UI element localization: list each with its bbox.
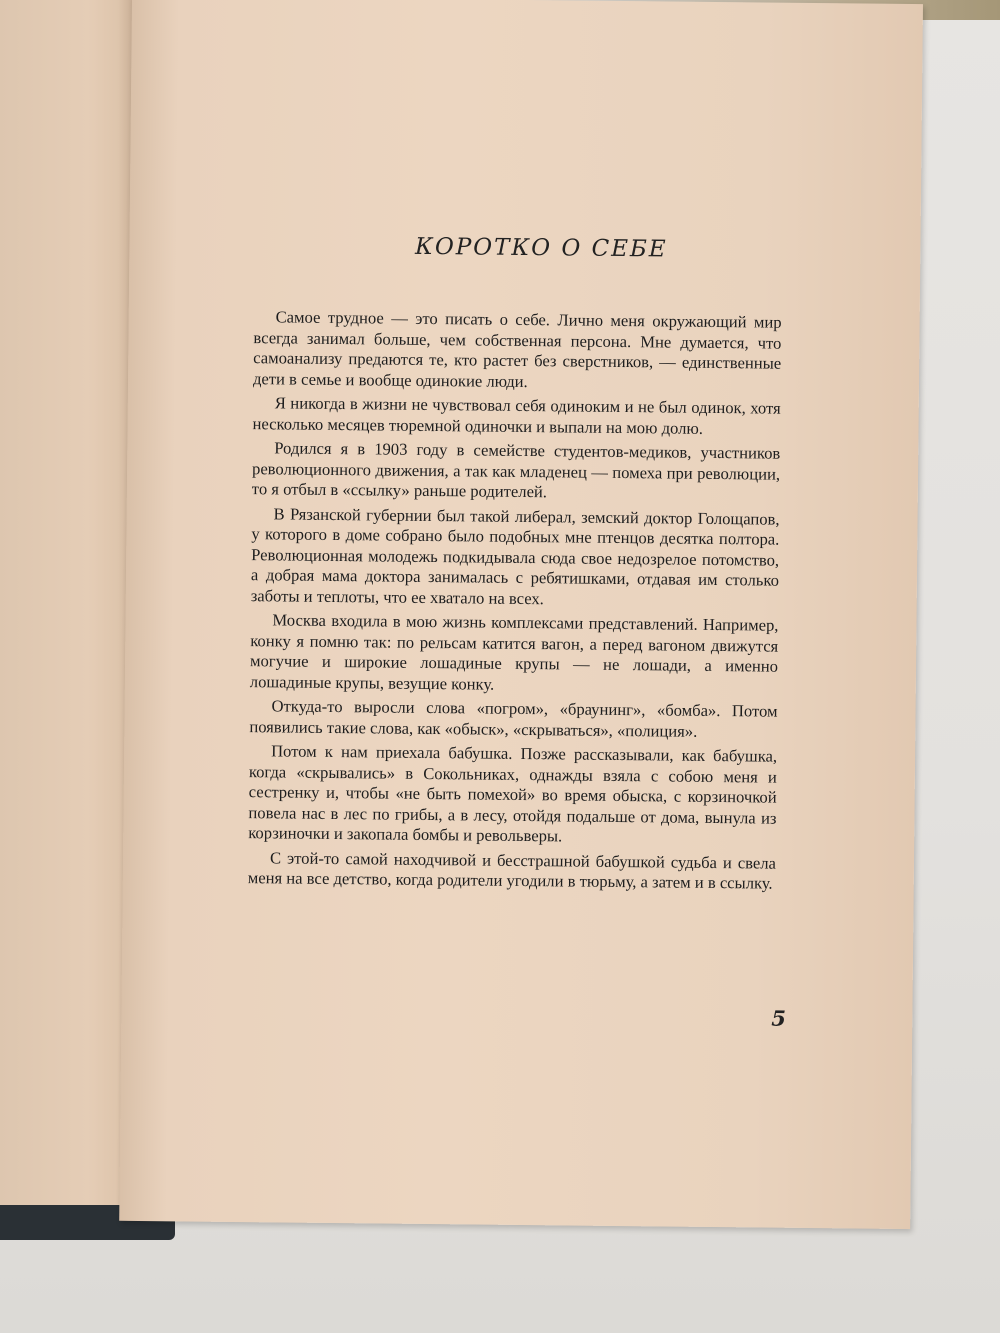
paragraph: С этой-то самой находчивой и бесстрашной бабушкой судьба и свела меня на все детство, когда родители угодили в тюрьму, а затем и в ссылку. [247, 847, 777, 893]
right-page [119, 0, 923, 1229]
paragraph: Потом к нам приехала бабушка. Позже рассказывали, как бабушка, когда «скрывались» в Сокольниках, однажды взяла с собою меня и сестренку и, чтобы «не быть помехой» во время обыска, с корзиночкой повела нас в лес по грибы, а в лесу, отойдя подальше от дома, вынула из корзиночки и закопала бомбы и револьверы. [248, 741, 778, 846]
paragraph: Самое трудное — это писать о себе. Лично меня окружающий мир всегда занимал больше, чем собственная персона. Мне думается, что самоанализу предаются те, кто растет без сверстников, — единственные дети в семье и вообще одинокие люди. [252, 307, 782, 391]
page-title: КОРОТКО О СЕБЕ [414, 233, 668, 263]
paragraph: Откуда-то выросли слова «погром», «браунинг», «бомба». Потом появились такие слова, как «обыск», «скрываться», «полиция». [249, 696, 778, 741]
page-number: 5 [771, 1005, 787, 1031]
paragraph: Москва входила в мою жизнь комплексами представлений. Например, конку я помню так: по рельсам катится вагон, а перед вагоном движутся могучие и широкие лошадиные крупы — не лошади, а именно лошадиные крупы, везущие конку. [249, 610, 779, 694]
paragraph: В Рязанской губернии был такой либерал, земский доктор Голощапов, у которого в доме собрано было подобных мне птенцов десятка полтора. Революционная молодежь подкидывала сюда свое недозрелое потомство, а добрая мама доктора занималась с ребятишками, отдавая им столько заботы и теплоты, что ее хватало на всех. [250, 503, 780, 608]
body-text [248, 307, 782, 898]
paragraph: Я никогда в жизни не чувствовал себя одиноким и не был одинок, хотя несколько месяцев тюремной одиночки и выпали на мою долю. [252, 393, 781, 438]
paragraph: Родился я в 1903 году в семействе студентов-медиков, участников революционного движения, а так как младенец — помеха при революции, то я отбыл в «ссылку» раньше родителей. [251, 438, 781, 502]
